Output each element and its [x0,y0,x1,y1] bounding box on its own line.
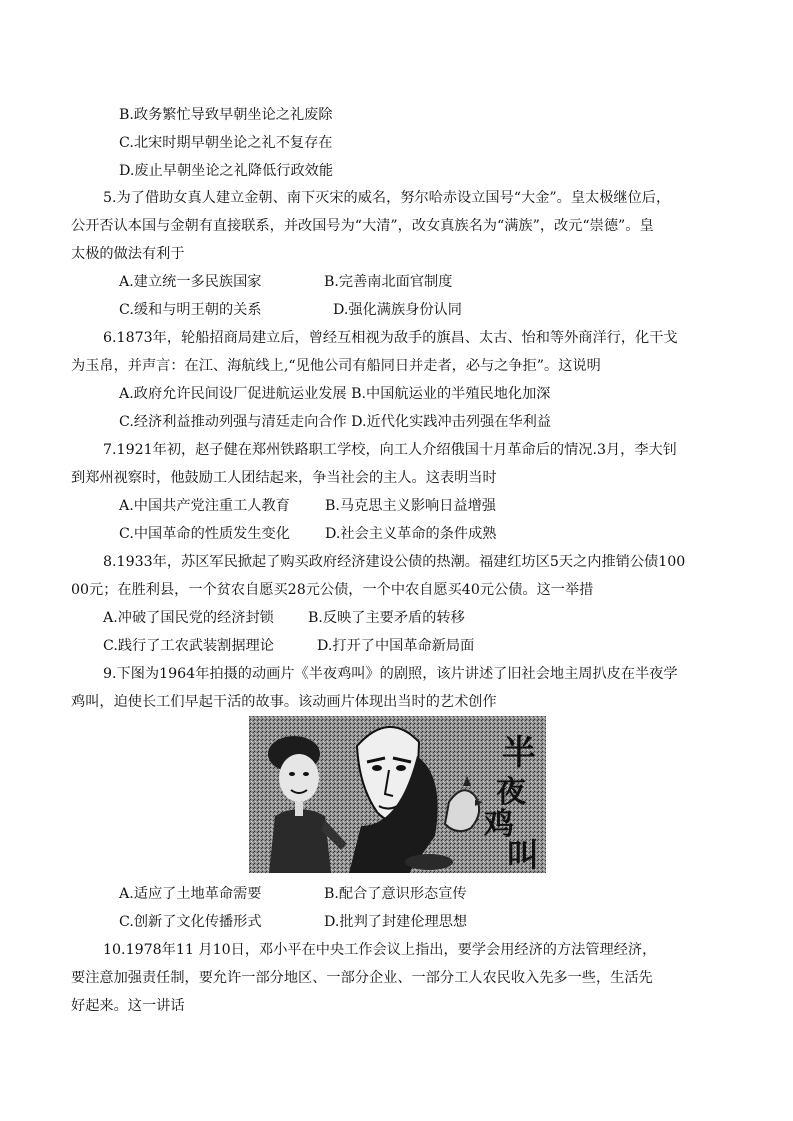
film-title-char-1: 半 [502,733,536,773]
q8-options-row-1 [0,608,793,628]
q9-option-b: B.配合了意识形态宣传 [324,886,467,902]
q9-options-row-1 [0,884,793,904]
film-title-char-2: 夜 [496,775,526,810]
q7-options-row-1 [0,496,793,516]
q4-option-d: D.废止早朝坐论之礼降低行政效能 [119,163,334,179]
q9-film-still-image [249,716,546,873]
q5-option-c: C.缓和与明王朝的关系 [119,302,262,318]
q6-options-ab: A.政府允许民间设厂促进航运业发展 B.中国航运业的半殖民地化加深 [119,386,551,402]
q7-option-a: A.中国共产党注重工人教育 [119,498,290,514]
q5-options-row-2 [0,300,793,320]
q9-option-c: C.创新了文化传播形式 [119,914,262,930]
q7-options-row-2 [0,524,793,544]
q5-stem-line-1: 5.为了借助女真人建立金朝、南下灭宋的威名，努尔哈赤设立国号“大金”。皇太极继位后， [103,190,671,206]
film-title-char-3: 鸡 [484,807,514,842]
q4-option-b: B.政务繁忙导致早朝坐论之礼废除 [119,107,333,123]
q8-option-a: A.冲破了国民党的经济封锁 [103,610,274,626]
q5-stem-line-2: 公开否认本国与金朝有直接联系，并改国号为“大清”，改女真族名为“满族”，改元“崇德”。皇 [71,218,654,234]
q9-stem-line-2: 鸡叫，迫使长工们早起干活的故事。该动画片体现出当时的艺术创作 [71,694,497,710]
q8-options-row-2 [0,636,793,656]
q8-option-b: B.反映了主要矛盾的转移 [308,610,465,626]
q6-stem-line-1: 6.1873年，轮船招商局建立后，曾经互相视为敌手的旗昌、太古、怡和等外商洋行，化干戈 [103,330,678,346]
q10-stem-line-3: 好起来。这一讲话 [71,998,185,1014]
q5-option-d: D.强化满族身份认同 [333,302,462,318]
q5-option-b: B.完善南北面官制度 [324,274,453,290]
film-still-illustration [249,716,546,873]
q5-options-row-1 [0,272,793,292]
q10-stem-line-1: 10.1978年11 月10日，邓小平在中央工作会议上指出，要学会用经济的方法管理经济， [103,942,657,958]
q9-options-row-2 [0,912,793,932]
q8-stem-line-2: 00元；在胜利县，一个贫农自愿买28元公债，一个中农自愿买40元公债。这一举措 [71,582,594,598]
q7-stem-line-2: 到郑州视察时，他鼓励工人团结起来，争当社会的主人。这表明当时 [71,470,497,486]
q10-stem-line-2: 要注意加强责任制，要允许一部分地区、一部分企业、一部分工人农民收入先多一些，生活先 [71,970,653,986]
q9-stem-line-1: 9.下图为1964年拍摄的动画片《半夜鸡叫》的剧照，该片讲述了旧社会地主周扒皮在半夜学 [103,666,678,682]
q5-stem-line-3: 太极的做法有利于 [71,246,185,262]
q7-option-d: D.社会主义革命的条件成熟 [325,526,497,542]
q7-stem-line-1: 7.1921年初，赵子健在郑州铁路职工学校，向工人介绍俄国十月革命后的情况.3月，李大钊 [103,442,677,458]
q7-option-c: C.中国革命的性质发生变化 [119,526,290,542]
q8-option-c: C.践行了工农武装割据理论 [103,638,274,654]
q9-option-a: A.适应了土地革命需要 [119,886,262,902]
film-title-char-4: 叫 [506,836,540,873]
q4-option-c: C.北宋时期早朝坐论之礼不复存在 [119,135,333,151]
q6-options-cd: C.经济利益推动列强与清廷走向合作 D.近代化实践冲击列强在华利益 [119,414,551,430]
q8-option-d: D.打开了中国革命新局面 [317,638,475,654]
q9-option-d: D.批判了封建伦理思想 [324,914,468,930]
q8-stem-line-1: 8.1933年，苏区军民掀起了购买政府经济建设公债的热潮。福建红坊区5天之内推销公债100 [103,554,686,570]
bowl-shape [405,854,453,870]
q5-option-a: A.建立统一多民族国家 [119,274,262,290]
q6-stem-line-2: 为玉帛，并声言：在江、海航线上,“见他公司有船同日并走者，必与之争拒”。这说明 [71,358,601,374]
q7-option-b: B.马克思主义影响日益增强 [325,498,496,514]
